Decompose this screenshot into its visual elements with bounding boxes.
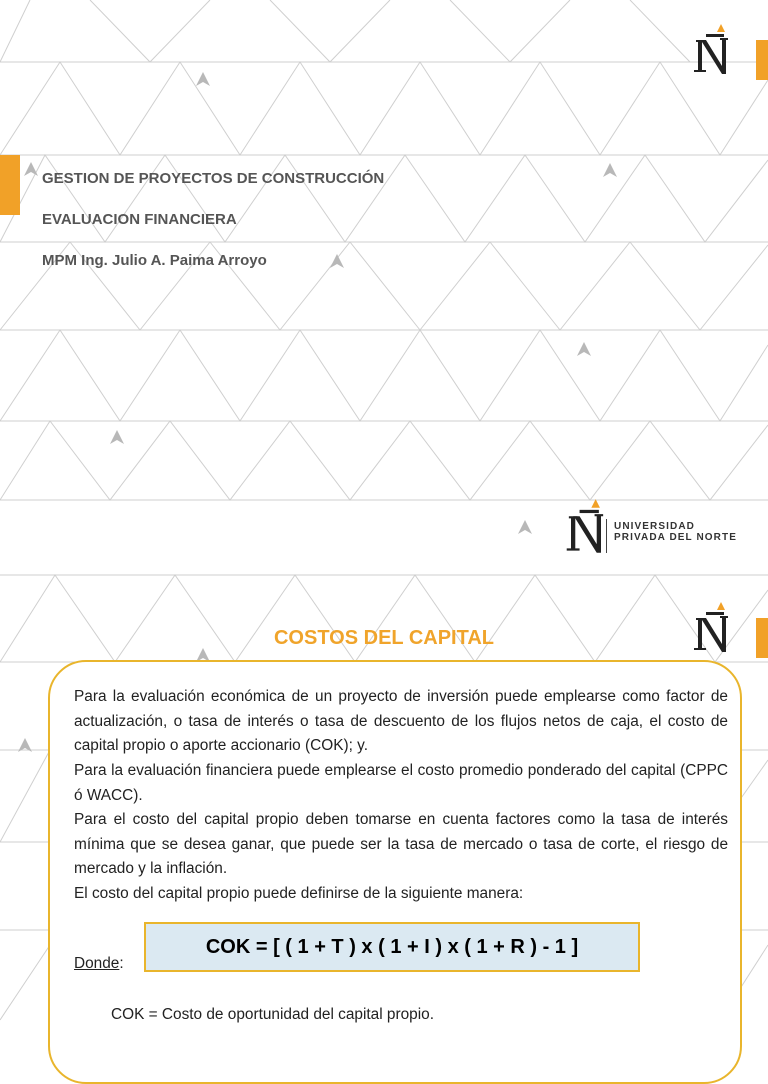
brand-line-1: UNIVERSIDAD [614,521,695,532]
course-title: GESTION DE PROYECTOS DE CONSTRUCCIÓN [42,170,385,187]
donde-word: Donde [74,955,120,972]
brand-line-2: PRIVADA DEL NORTE [614,532,737,543]
author-name: MPM Ing. Julio A. Paima Arroyo [42,252,267,269]
topic-title: EVALUACION FINANCIERA [42,211,237,228]
paragraph-3: Para el costo del capital propio deben tomarse en cuenta factores como la tasa de interés mínima que se desea ganar, que puede ser la tasa de mercado o tasa de corte, el riesgo de mercado y la inflación. [74,811,728,877]
cok-formula: COK = [ ( 1 + T ) x ( 1 + I ) x ( 1 + R ) - 1 ] [144,922,640,972]
content-slide [0,512,768,1024]
accent-bar-right [756,40,768,80]
cok-definition: COK = Costo de oportunidad del capital propio. [111,1006,434,1023]
upn-logo-icon [692,22,732,78]
paragraph-2: Para la evaluación financiera puede emplearse el costo promedio ponderado del capital (CPPC ó WACC). [74,762,728,804]
accent-bar-left [0,155,20,215]
donde-label [74,955,124,973]
paragraph-1: Para la evaluación económica de un proyecto de inversión puede emplearse como factor de actualización, o tasa de interés o tasa de descuento de los flujos netos de caja, el costo de capital propio o aporte accionario (COK); y. [74,688,728,754]
donde-colon: : [119,955,124,972]
paragraph-4: El costo del capital propio puede definirse de la siguiente manera: [74,885,524,902]
section-title: COSTOS DEL CAPITAL [273,627,495,649]
